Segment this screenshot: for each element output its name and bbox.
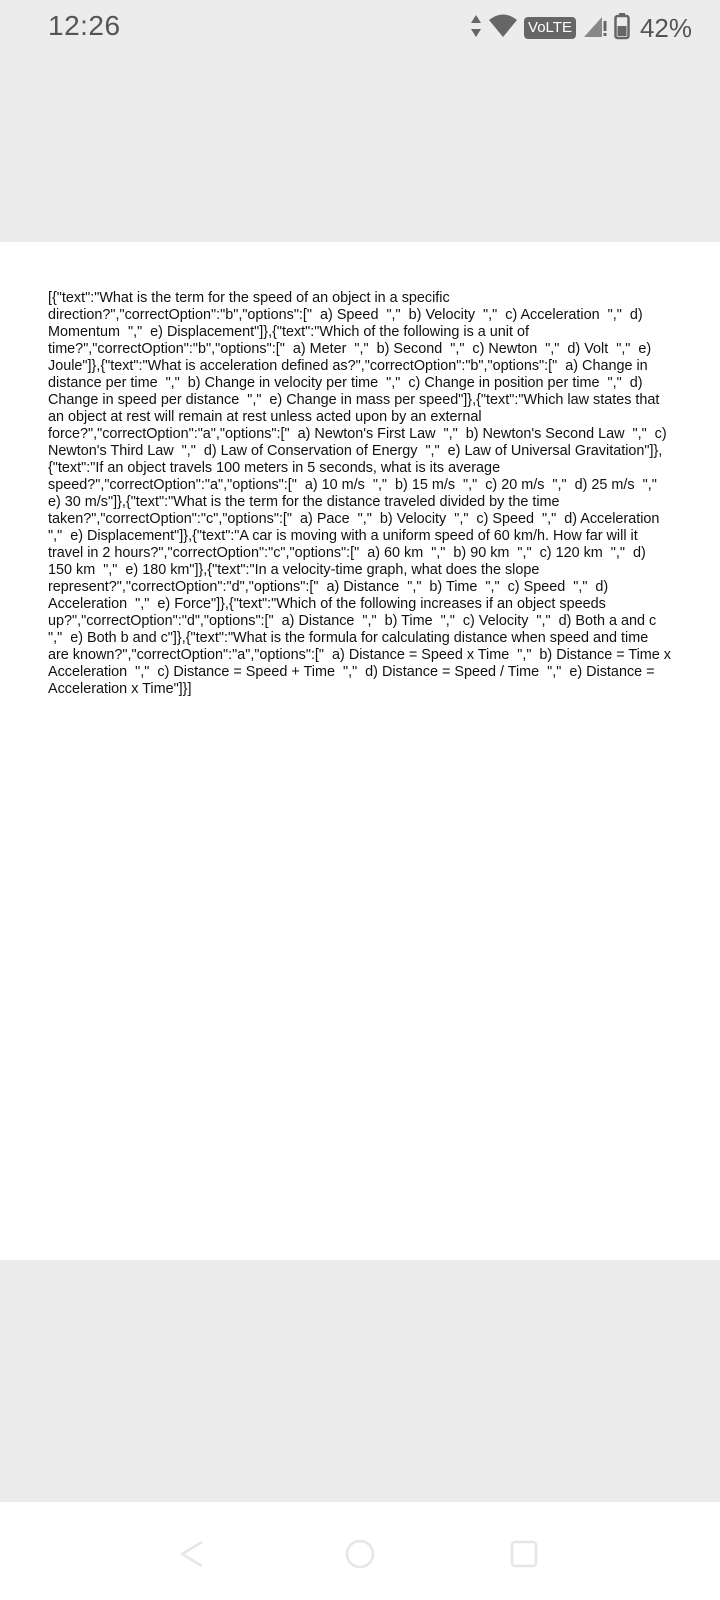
home-icon[interactable] bbox=[340, 1534, 380, 1574]
battery-icon bbox=[614, 12, 630, 45]
signal-icon bbox=[582, 13, 608, 44]
wifi-icon bbox=[488, 13, 518, 44]
status-time: 12:26 bbox=[48, 10, 121, 41]
status-icons bbox=[470, 12, 692, 44]
recents-icon[interactable] bbox=[504, 1534, 544, 1574]
battery-percent: 42% bbox=[639, 12, 692, 43]
volte-icon: VoLTE bbox=[524, 17, 576, 39]
data-arrows-icon bbox=[470, 13, 482, 44]
raw-json-text: [{"text":"What is the term for the speed of an object in a specific direction?","correctOption":"b","options":[" a) Speed "," b) Velocity "," c) Acceleration "," d) Momentum "," e) Displacement"]},{"text":"Which of the following is a unit of time?","correctOption":"b","options":[" a) Meter "," b) Second "," c) Newton "," d) Volt "," e) Joule"]},{"text":"What is acceleration defined as?","correctOption":"b","options":[" a) Change in distance per time "," b) Change in velocity per time "," c) Change in position per time "," d) Change in speed per distance "," e) Change in mass per speed"]},{"text":"Which law states that an object at rest will remain at rest unless acted upon by an external force?","correctOption":"a","options":[" a) Newton's First Law "," b) Newton's Second Law "," c) Newton's Third Law "," d) Law of Conservation of Energy "," e) Law of Universal Gravitation"]},{"text":"If an object travels 100 meters in 5 seconds, what is its average speed?","correctOption":"a","options":[" a) 10 m/s "," b) 15 m/s "," c) 20 m/s "," d) 25 m/s "," e) 30 m/s"]},{"text":"What is the term for the distance traveled divided by the time taken?","correctOption":"c","options":[" a) Pace "," b) Velocity "," c) Speed "," d) Acceleration "," e) Displacement"]},{"text":"A car is moving with a uniform speed of 60 km/h. How far will it travel in 2 hours?","correctOption":"c","options":[" a) 60 km "," b) 90 km "," c) 120 km "," d) 150 km "," e) 180 km"]},{"text":"In a velocity-time graph, what does the slope represent?","correctOption":"d","options":[" a) Distance "," b) Time "," c) Speed "," d) Acceleration "," e) Force"]},{"text":"Which of the following increases if an object speeds up?","correctOption":"d","options":[" a) Distance "," b) Time "," c) Velocity "," d) Both a and c "," e) Both b and c"]},{"text":"What is the formula for calculating distance when speed and time are known?","correctOption":"a","options":[" a) Distance = Speed x Time "," b) Distance = Time x Acceleration "," c) Distance = Speed + Time "," d) Distance = Speed / Time "," e) Distance = Acceleration x Time"]}] bbox=[48, 290, 675, 697]
content-area bbox=[0, 242, 720, 1260]
navigation-bar bbox=[0, 1502, 720, 1600]
status-bar bbox=[0, 0, 720, 56]
back-icon[interactable] bbox=[172, 1534, 212, 1574]
